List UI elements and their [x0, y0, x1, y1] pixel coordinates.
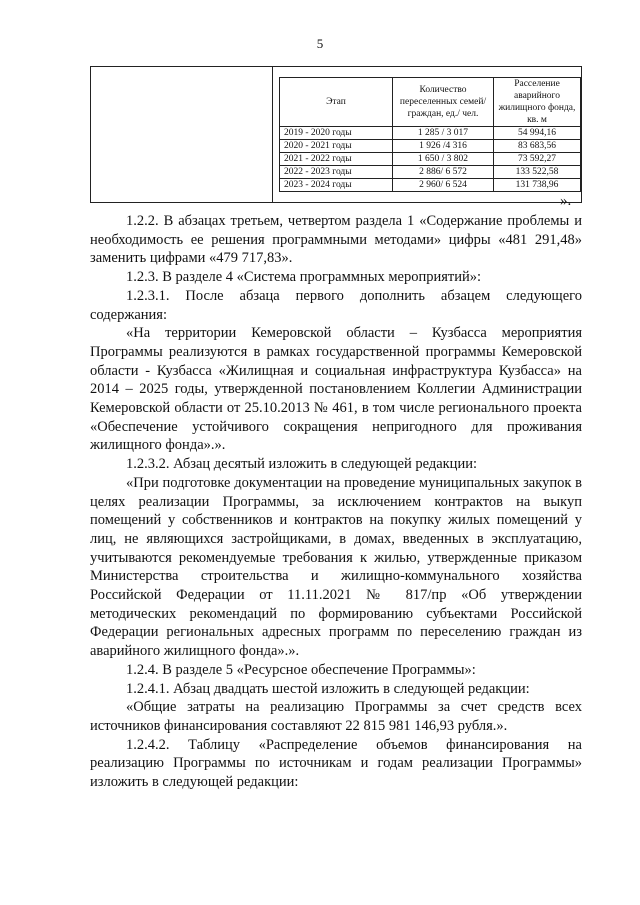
page-number: 5	[316, 36, 324, 51]
outer-left-cell	[91, 67, 273, 203]
cell-stage: 2021 - 2022 годы	[280, 153, 393, 166]
cell-stage: 2019 - 2020 годы	[280, 127, 393, 140]
paragraph-1-2-4-2: 1.2.4.2. Таблицу «Распределение объемов финансирования на реализацию Программы по источникам и годам реализации Программы» изложить в следующей редакции:	[90, 736, 582, 791]
table-row	[280, 153, 581, 166]
paragraph-1-2-4-1: 1.2.4.1. Абзац двадцать шестой изложить в следующей редакции:	[126, 680, 530, 697]
table-row	[280, 140, 581, 153]
paragraph-1-2-3-2: 1.2.3.2. Абзац десятый изложить в следующей редакции:	[126, 456, 477, 473]
table-row	[280, 179, 581, 192]
cell-area: 131 738,96	[494, 179, 581, 192]
cell-stage: 2022 - 2023 годы	[280, 166, 393, 179]
header-stage: Этап	[280, 78, 393, 127]
resettlement-stages-table	[279, 77, 581, 192]
cell-families: 2 886/ 6 572	[393, 166, 494, 179]
cell-stage: 2020 - 2021 годы	[280, 140, 393, 153]
quoted-paragraph-total-costs: «Общие затраты на реализацию Программы за счет средств всех источников финансирования составляют 22 815 981 146,93 рубля.».	[90, 699, 582, 734]
table-row	[280, 127, 581, 140]
table-header-row	[280, 78, 581, 127]
paragraph-1-2-3: 1.2.3. В разделе 4 «Система программных мероприятий»:	[126, 269, 482, 286]
cell-families: 2 960/ 6 524	[393, 179, 494, 192]
header-families-count: Количество переселенных семей/граждан, ед./ чел.	[393, 78, 494, 127]
quoted-paragraph-kuzbass: «На территории Кемеровской области – Кузбасса мероприятия Программы реализуются в рамках государственной программы Кемеровской области - Кузбасса «Жилищная и социальная инфраструктура Кузбасса» на 2014 – 2025 годы, утвержденной постановлением Коллегии Администрации Кемеровской области от 25.10.2013 № 461, в том числе регионального проекта «Обеспечение устойчивого сокращения непригодного для проживания жилищного фонда».».	[90, 325, 582, 454]
cell-stage: 2023 - 2024 годы	[280, 179, 393, 192]
paragraph-1-2-4: 1.2.4. В разделе 5 «Ресурсное обеспечение Программы»:	[126, 661, 476, 678]
paragraph-1-2-3-1: 1.2.3.1. После абзаца первого дополнить абзацем следующего содержания:	[90, 287, 582, 323]
outer-right-cell	[273, 67, 582, 203]
closing-quote-mark: ».	[560, 193, 572, 209]
cell-area: 133 522,58	[494, 166, 581, 179]
cell-families: 1 926 /4 316	[393, 140, 494, 153]
quoted-paragraph-procurement: «При подготовке документации на проведение муниципальных закупок в целях реализации Программы, за исключением контрактов на выкуп помещений у собственников и контрактов на покупку жилых помещений у лиц, не являющихся застройщиками, в домах, введенных в эксплуатацию, учитываются рекомендуемые требования к жилью, утвержденные приказом Министерства строительства и жилищно-коммунального хозяйства Российской Федерации от 11.11.2021 № 817/пр «Об утверждении методических рекомендаций по формированию субъектами Российской Федерации региональных адресных программ по переселению граждан из аварийного жилищного фонда».».	[90, 474, 582, 660]
cell-area: 73 592,27	[494, 153, 581, 166]
outer-frame-table	[90, 66, 582, 203]
cell-area: 83 683,56	[494, 140, 581, 153]
cell-families: 1 650 / 3 802	[393, 153, 494, 166]
cell-families: 1 285 / 3 017	[393, 127, 494, 140]
table-row	[280, 166, 581, 179]
document-body	[90, 212, 582, 792]
paragraph-1-2-2: 1.2.2. В абзацах третьем, четвертом раздела 1 «Содержание проблемы и необходимость ее решения программными методами» цифры «481 291,48» заменить цифрами «479 717,83».	[90, 213, 582, 267]
header-housing-area: Расселение аварийного жилищного фонда, кв. м	[494, 78, 581, 127]
cell-area: 54 994,16	[494, 127, 581, 140]
